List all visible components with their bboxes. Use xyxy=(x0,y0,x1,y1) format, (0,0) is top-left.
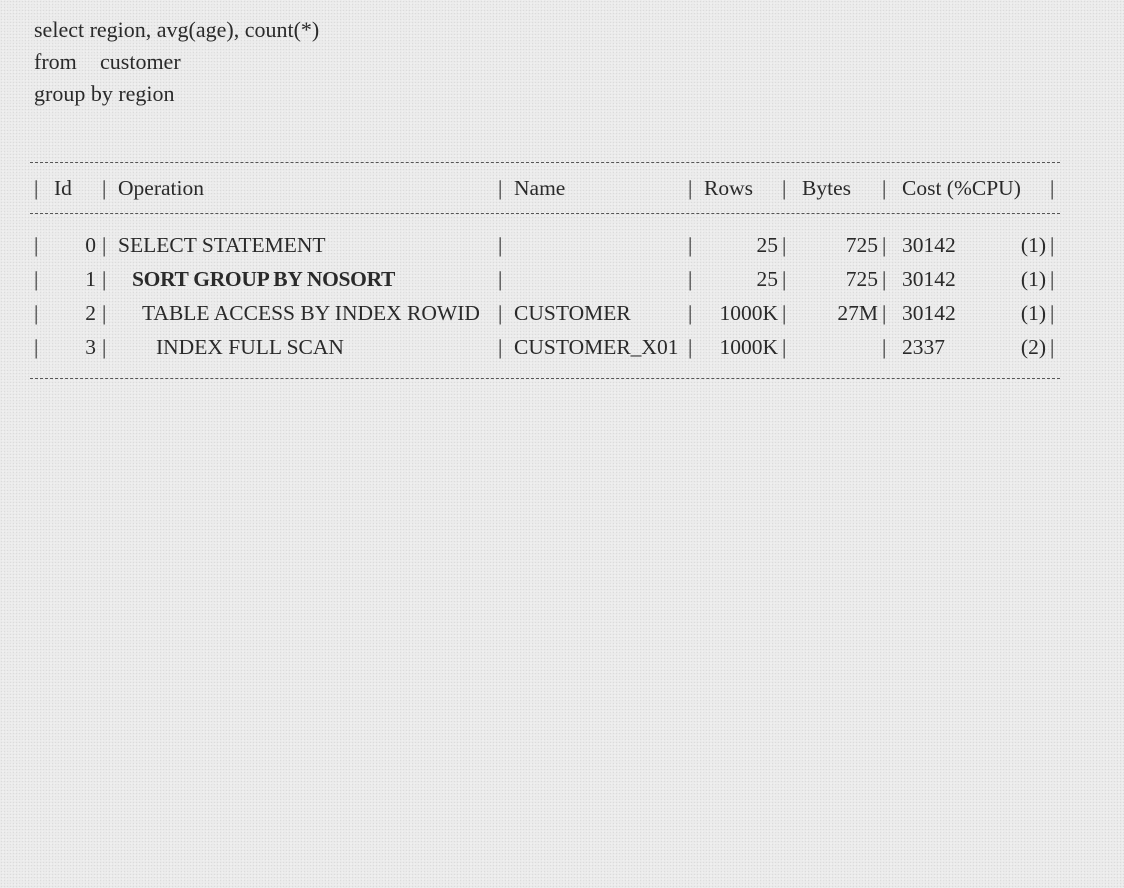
header-name: Name xyxy=(514,176,566,200)
cell-operation: SORT GROUP BY NOSORT xyxy=(132,267,396,291)
column-separator: | xyxy=(688,176,693,200)
column-separator: | xyxy=(688,301,693,325)
column-separator: | xyxy=(102,301,107,325)
cell-rows: 1000K xyxy=(719,301,778,325)
column-separator: | xyxy=(498,301,503,325)
sql-query xyxy=(34,14,319,110)
column-separator: | xyxy=(1050,267,1055,291)
header-operation: Operation xyxy=(118,176,204,200)
sql-line-from xyxy=(34,46,319,78)
plan-rows xyxy=(30,214,1060,378)
sql-from-table: customer xyxy=(100,49,181,74)
column-separator: | xyxy=(498,233,503,257)
cell-id: 1 xyxy=(85,267,96,291)
cell-id: 3 xyxy=(85,335,96,359)
column-separator: | xyxy=(1050,176,1055,200)
column-separator: | xyxy=(498,335,503,359)
header-bytes: Bytes xyxy=(802,176,851,200)
cell-cpu: (1) xyxy=(1020,267,1046,291)
cell-id: 0 xyxy=(85,233,96,257)
column-separator: | xyxy=(102,233,107,257)
column-separator: | xyxy=(34,176,39,200)
cell-cpu: (1) xyxy=(1020,233,1046,257)
column-separator: | xyxy=(882,267,887,291)
column-separator: | xyxy=(882,176,887,200)
column-separator: | xyxy=(102,176,107,200)
cell-operation: TABLE ACCESS BY INDEX ROWID xyxy=(142,301,480,325)
cell-bytes: 725 xyxy=(845,233,878,257)
cell-bytes: 725 xyxy=(845,267,878,291)
column-separator: | xyxy=(688,233,693,257)
cell-cpu: (1) xyxy=(1020,301,1046,325)
table-row xyxy=(30,262,1060,296)
column-separator: | xyxy=(102,335,107,359)
column-separator: | xyxy=(782,301,787,325)
column-separator: | xyxy=(498,176,503,200)
column-separator: | xyxy=(34,301,39,325)
cell-bytes: 27M xyxy=(837,301,878,325)
cell-cpu: (2) xyxy=(1020,335,1046,359)
table-divider-bottom xyxy=(30,378,1060,379)
cell-cost: 30142 xyxy=(902,233,956,257)
column-separator: | xyxy=(34,335,39,359)
column-separator: | xyxy=(882,335,887,359)
column-separator: | xyxy=(1050,233,1055,257)
column-separator: | xyxy=(782,335,787,359)
cell-name: CUSTOMER xyxy=(514,301,631,325)
cell-rows: 1000K xyxy=(719,335,778,359)
cell-operation: SELECT STATEMENT xyxy=(118,233,326,257)
column-separator: | xyxy=(688,267,693,291)
column-separator: | xyxy=(102,267,107,291)
cell-name: CUSTOMER_X01 xyxy=(514,335,679,359)
table-header-row xyxy=(30,163,1060,213)
table-row xyxy=(30,330,1060,364)
column-separator: | xyxy=(882,301,887,325)
column-separator: | xyxy=(782,233,787,257)
column-separator: | xyxy=(498,267,503,291)
header-id: Id xyxy=(54,176,72,200)
header-rows: Rows xyxy=(704,176,753,200)
column-separator: | xyxy=(782,176,787,200)
column-separator: | xyxy=(782,267,787,291)
cell-cost: 30142 xyxy=(902,301,956,325)
cell-rows: 25 xyxy=(756,233,778,257)
sql-line-select: select region, avg(age), count(*) xyxy=(34,17,320,42)
column-separator: | xyxy=(1050,301,1055,325)
cell-operation: INDEX FULL SCAN xyxy=(156,335,344,359)
cell-id: 2 xyxy=(85,301,96,325)
sql-from-keyword: from xyxy=(34,49,77,74)
column-separator: | xyxy=(1050,335,1055,359)
table-row xyxy=(30,228,1060,262)
cell-cost: 30142 xyxy=(902,267,956,291)
cell-rows: 25 xyxy=(756,267,778,291)
column-separator: | xyxy=(688,335,693,359)
table-row xyxy=(30,296,1060,330)
cell-cost: 2337 xyxy=(902,335,945,359)
sql-line-group-by: group by region xyxy=(34,81,175,106)
header-cost: Cost (%CPU) xyxy=(902,176,1021,200)
execution-plan-table xyxy=(30,148,1060,379)
column-separator: | xyxy=(882,233,887,257)
column-separator: | xyxy=(34,233,39,257)
column-separator: | xyxy=(34,267,39,291)
